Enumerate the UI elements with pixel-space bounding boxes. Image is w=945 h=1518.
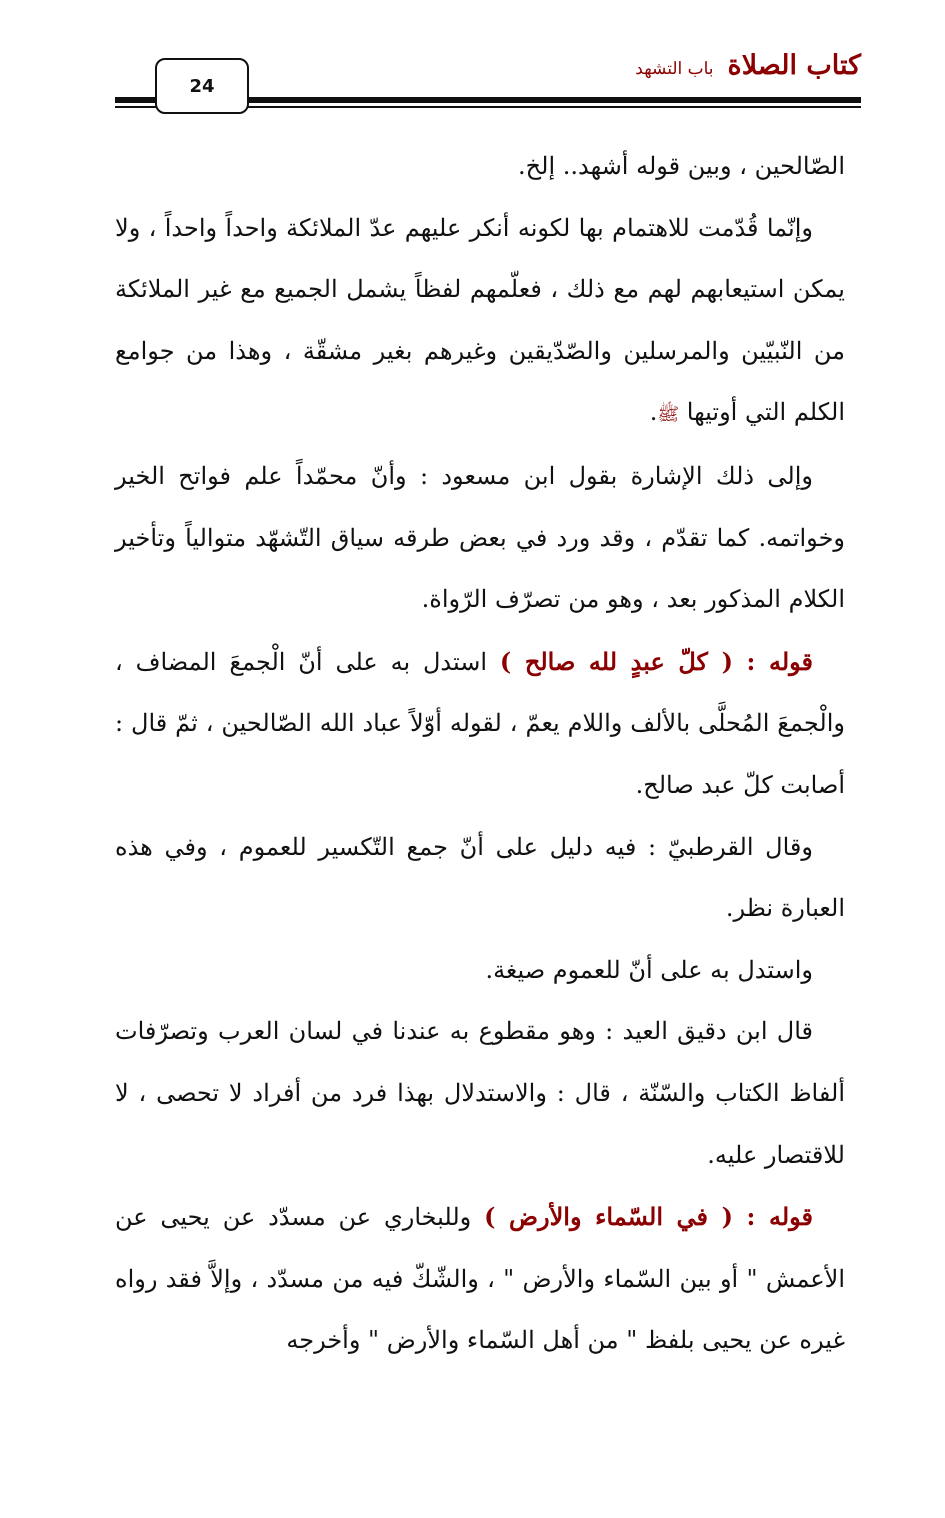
book-title: كتاب الصلاة (727, 50, 861, 81)
page-header (115, 50, 861, 114)
chapter-title: باب التشهد (635, 59, 714, 79)
paragraph-text: قال ابن دقيق العيد : وهو مقطوع به عندنا في لسان العرب وتصرّفات ألفاظ الكتاب والسّنّة ، قال : والاستدلال بهذا فرد من أفراد لا تحصى ، لا للاقتصار عليه. (115, 1017, 845, 1169)
paragraph-text: واستدل به على أنّ للعموم صيغة. (485, 955, 813, 984)
quote-lead: قوله : ( كلّ عبدٍ لله صالح ) (499, 646, 813, 676)
paragraph-text: وإلى ذلك الإشارة بقول ابن مسعود : وأنّ محمّداً علم فواتح الخير وخواتمه. كما تقدّم ، وقد ورد في بعض طرقه سياق التّشهّد متوالياً وتأخير الكلام المذكور بعد ، وهو من تصرّف الرّواة. (115, 461, 845, 614)
paragraph-3 (115, 446, 845, 631)
paragraph-text: وللبخاري عن مسدّد عن يحيى عن الأعمش " أو بين السّماء والأرض " ، والشّكّ فيه من مسدّد ، وإلاَّ فقد رواه غيره عن يحيى بلفظ " من أهل السّماء والأرض " وأخرجه (115, 1203, 845, 1355)
paragraph-text: الصّالحين ، وبين قوله أشهد.. إلخ. (518, 152, 845, 180)
paragraph-text: استدل به على أنّ الْجمعَ المضاف ، والْجمعَ المُحلَّى بالألف واللام يعمّ ، لقوله أوّلاً عباد الله الصّالحين ، ثمّ قال : أصابت كلّ عبد صالح. (115, 647, 845, 799)
paragraph-5 (115, 817, 845, 940)
paragraph-end-mark: . (649, 398, 658, 427)
paragraph-text: وقال القرطبيّ : فيه دليل على أنّ جمع التّكسير للعموم ، وفي هذه العبارة نظر. (115, 832, 845, 923)
quote-lead: قوله : ( في السّماء والأرض ) (484, 1202, 814, 1232)
paragraph-1 (115, 136, 845, 198)
paragraph-4 (115, 631, 845, 817)
paragraph-6 (115, 940, 845, 1002)
page-number: 24 (155, 58, 249, 114)
header-title (635, 50, 861, 81)
salla-honorific-glyph: ﷺ (657, 404, 680, 426)
page-body (115, 136, 845, 1372)
paragraph-2 (115, 198, 845, 446)
paragraph-7 (115, 1001, 845, 1186)
paragraph-text: وإنّما قُدّمت للاهتمام بها لكونه أنكر عليهم عدّ الملائكة واحداً واحداً ، ولا يمكن استيعابهم لهم مع ذلك ، فعلّمهم لفظاً يشمل الجميع مع غير الملائكة من النّبيّين والمرسلين والصّدّيقين وغيرهم بغير مشقّة ، وهذا من جوامع الكلم التي أوتيها (115, 213, 845, 427)
paragraph-8 (115, 1186, 845, 1372)
